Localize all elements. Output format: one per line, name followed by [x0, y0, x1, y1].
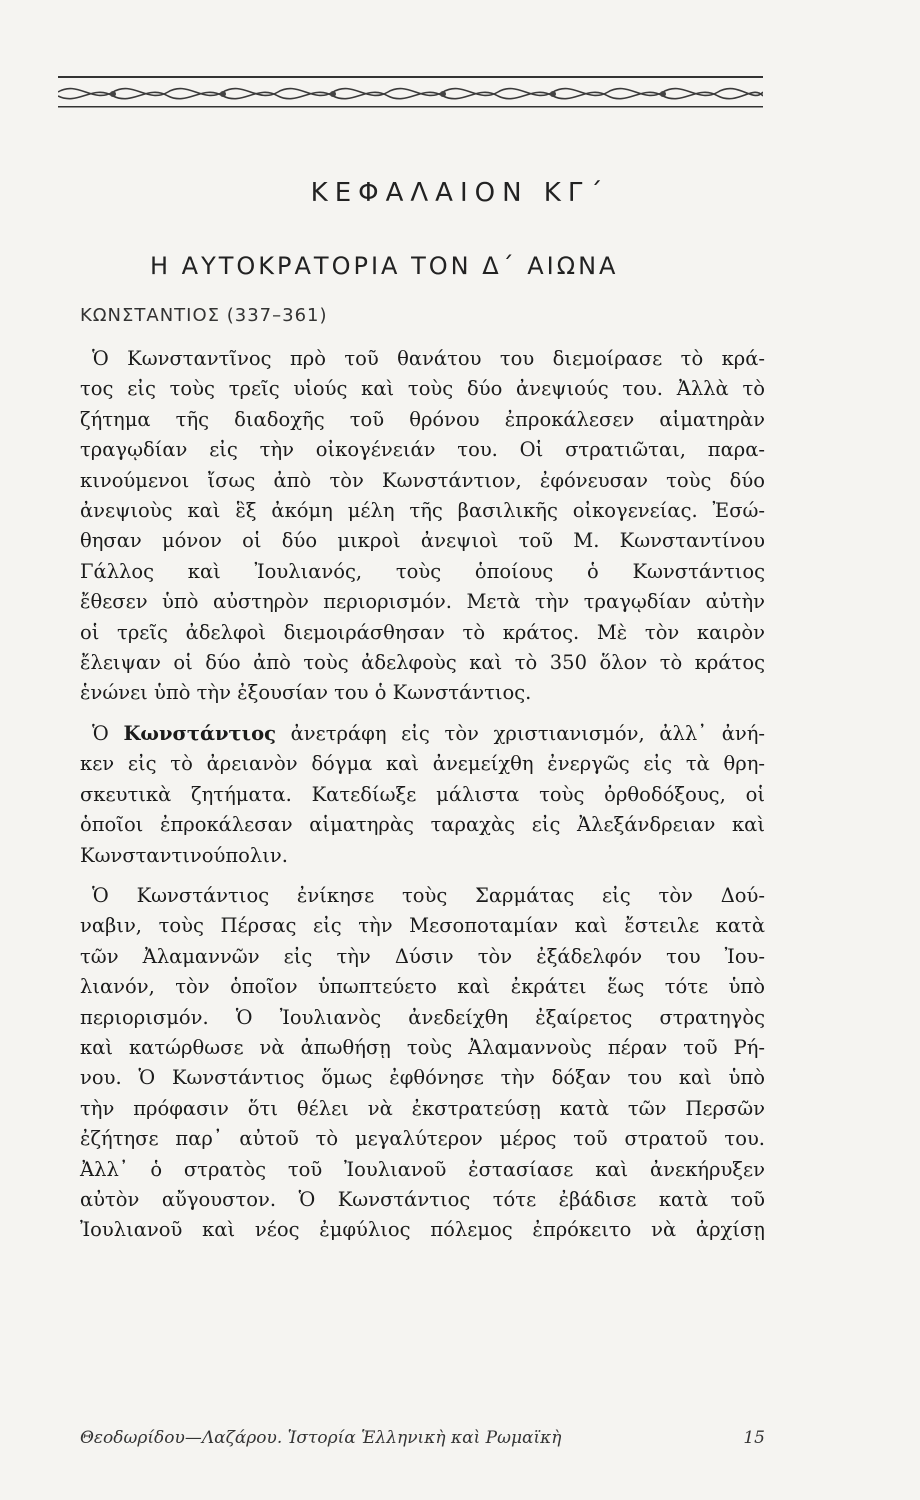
text-line: Γάλλος καὶ Ἰουλιανός, τοὺς ὁποίους ὁ Κωνστάντιος [80, 559, 765, 583]
text-line: ἀνεψιοὺς καὶ ἓξ ἀκόμη μέλη τῆς βασιλικῆς οἰκογενείας. Ἐσώ- [80, 499, 765, 523]
text-line: τος εἰς τοὺς τρεῖς υἱούς καὶ τοὺς δύο ἀνεψιούς του. Ἀλλὰ τὸ [80, 377, 765, 401]
text-line: λιανόν, τὸν ὁποῖον ὑπωπτεύετο καὶ ἐκράτει ἕως τότε ὑπὸ [80, 975, 765, 999]
text-line: Ὁ Κωνστάντιος ἐνίκησε τοὺς Σαρμάτας εἰς τὸν Δού- [92, 883, 765, 907]
text-line: τῶν Ἀλαμαννῶν εἰς τὴν Δύσιν τὸν ἐξάδελφόν του Ἰου- [80, 944, 765, 968]
text-line: θησαν μόνον οἱ δύο μικροὶ ἀνεψιοὶ τοῦ Μ. Κωνσταντίνου [80, 529, 765, 553]
text-line: κεν εἰς τὸ ἀρειανὸν δόγμα καὶ ἀνεμείχθη ἐνεργῶς εἰς τὰ θρη- [80, 752, 765, 776]
text-line: ζήτημα τῆς διαδοχῆς τοῦ θρόνου ἐπροκάλεσεν αἱματηρὰν [80, 407, 765, 431]
text-line: ἑνώνει ὑπὸ τὴν ἐξουσίαν του ὁ Κωνστάντιος. [80, 681, 532, 705]
text-line: ἔλειψαν οἱ δύο ἀπὸ τοὺς ἀδελφοὺς καὶ τὸ 350 ὅλον τὸ κράτος [80, 651, 765, 675]
text-line: αὐτὸν αὔγουστον. Ὁ Κωνστάντιος τότε ἐβάδισε κατὰ τοῦ [80, 1187, 765, 1211]
text-line: οἱ τρεῖς ἀδελφοὶ διεμοιράσθησαν τὸ κράτος. Μὲ τὸν καιρὸν [80, 620, 765, 644]
text-fragment: Ὁ [92, 721, 124, 745]
text-fragment: ἀνετράφη εἰς τὸν χριστιανισμόν, ἀλλ᾽ ἀνή- [275, 721, 765, 745]
text-line [80, 719, 765, 749]
text-line: ἐζήτησε παρ᾽ αὐτοῦ τὸ μεγαλύτερον μέρος τοῦ στρατοῦ του. [80, 1127, 765, 1151]
text-line: κινούμενοι ἴσως ἀπὸ τὸν Κωνστάντιον, ἐφόνευσαν τοὺς δύο [80, 468, 765, 492]
page-footer [80, 1428, 765, 1448]
bold-name: Κωνστάντιος [123, 721, 276, 745]
text-line: Ἰουλιανοῦ καὶ νέος ἐμφύλιος πόλεμος ἐπρόκειτο νὰ ἀρχίσῃ [80, 1218, 765, 1242]
text-line: καὶ κατώρθωσε νὰ ἀπωθήσῃ τοὺς Ἀλαμαννοὺς πέραν τοῦ Ρή- [80, 1035, 765, 1059]
text-line: ναβιν, τοὺς Πέρσας εἰς τὴν Μεσοποταμίαν καὶ ἔστειλε κατὰ [80, 914, 765, 938]
footer-book-title: Θεοδωρίδου—Λαζάρου. Ἱστορία Ἑλληνικὴ καὶ Ρωμαϊκὴ [80, 1428, 562, 1448]
decorative-ornament-band [58, 66, 763, 116]
text-line: Ὁ Κωνσταντῖνος πρὸ τοῦ θανάτου του διεμοίρασε τὸ κρά- [92, 347, 765, 370]
page-number: 15 [743, 1428, 765, 1448]
text-line: τὴν πρόφασιν ὅτι θέλει νὰ ἐκστρατεύσῃ κατὰ τῶν Περσῶν [80, 1096, 765, 1120]
text-line: σκευτικὰ ζητήματα. Κατεδίωξε μάλιστα τοὺς ὀρθοδόξους, οἱ [80, 782, 765, 806]
text-line: ὁποῖοι ἐπροκάλεσαν αἱματηρὰς ταραχὰς εἰς Ἀλεξάνδρειαν καὶ [80, 813, 765, 837]
text-line: νου. Ὁ Κωνστάντιος ὅμως ἐφθόνησε τὴν δόξαν του καὶ ὑπὸ [80, 1066, 765, 1090]
text-line: περιορισμόν. Ὁ Ἰουλιανὸς ἀνεδείχθη ἐξαίρετος στρατηγὸς [80, 1005, 765, 1029]
body-text [80, 344, 765, 1246]
text-line: Ἀλλ᾽ ὁ στρατὸς τοῦ Ἰουλιανοῦ ἐστασίασε καὶ ἀνεκήρυξεν [80, 1157, 765, 1181]
text-line: τραγῳδίαν εἰς τὴν οἰκογένειάν του. Οἱ στρατιῶται, παρα- [80, 438, 765, 462]
section-heading: ΚΩΝΣΤΑΝΤΙΟΣ (337–361) [80, 305, 328, 326]
text-line: Κωνσταντινούπολιν. [80, 843, 288, 867]
text-line: ἔθεσεν ὑπὸ αὐστηρὸν περιορισμόν. Μετὰ τὴν τραγῳδίαν αὐτὴν [80, 590, 765, 614]
chapter-heading: ΚΕΦΑΛΑΙΟΝ ΚΓ΄ [310, 178, 610, 208]
chapter-title: Η ΑΥΤΟΚΡΑΤΟΡΙΑ ΤΟΝ Δ΄ ΑΙΩΝΑ [150, 252, 619, 280]
